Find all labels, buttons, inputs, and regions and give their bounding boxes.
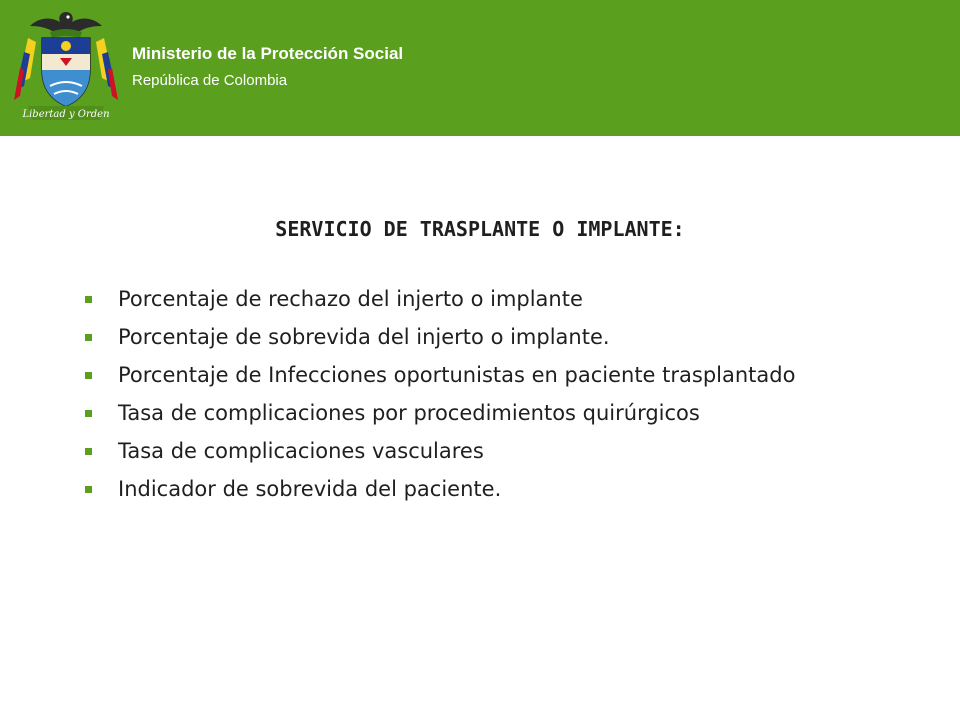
bullet-item	[82, 477, 880, 502]
bullet-item	[82, 401, 880, 426]
coat-of-arms-logo	[10, 8, 122, 130]
square-bullet-icon	[85, 296, 92, 303]
square-bullet-icon	[85, 486, 92, 493]
svg-text:Libertad y Orden: Libertad y Orden	[22, 109, 110, 120]
bullet-item	[82, 287, 880, 312]
header-banner	[0, 0, 960, 136]
bullet-item	[82, 363, 880, 388]
ministry-name: Ministerio de la Protección Social	[132, 44, 404, 63]
bullet-text: Indicador de sobrevida del paciente.	[118, 477, 502, 501]
square-bullet-icon	[85, 372, 92, 379]
bullet-item	[82, 439, 880, 464]
bullet-text: Porcentaje de Infecciones oportunistas en paciente trasplantado	[118, 363, 796, 387]
square-bullet-icon	[85, 448, 92, 455]
bullet-text: Tasa de complicaciones por procedimientos quirúrgicos	[118, 401, 700, 425]
slide-title: SERVICIO DE TRASPLANTE O IMPLANTE:	[275, 217, 685, 241]
bullet-item	[82, 325, 880, 350]
square-bullet-icon	[85, 410, 92, 417]
bullet-list	[82, 287, 880, 515]
republic-name: República de Colombia	[132, 72, 288, 89]
square-bullet-icon	[85, 334, 92, 341]
bullet-text: Tasa de complicaciones vasculares	[118, 439, 484, 463]
bullet-text: Porcentaje de rechazo del injerto o implante	[118, 287, 583, 311]
bullet-text: Porcentaje de sobrevida del injerto o implante.	[118, 325, 610, 349]
